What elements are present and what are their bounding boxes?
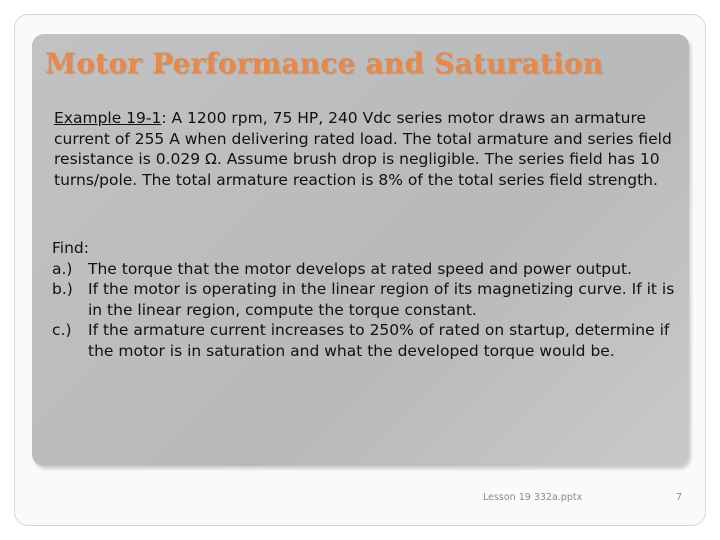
example-label: Example 19-1 [54, 109, 162, 127]
footer-filename: Lesson 19 332a.pptx [483, 492, 583, 503]
find-item-text: If the motor is operating in the linear region of its magnetizing curve. If it is in the linear region, compute the torque constant. [88, 280, 675, 319]
find-item-text: If the armature current increases to 250% of rated on startup, determine if the motor is in saturation and what the developed torque would be. [88, 321, 670, 360]
find-item-letter: b.) [52, 280, 73, 298]
find-item-letter: c.) [52, 321, 72, 339]
slide-title: Motor Performance and Saturation [45, 47, 604, 80]
find-list [52, 259, 680, 362]
example-text: : A 1200 rpm, 75 HP, 240 Vdc series motor draws an armature current of 255 A when delivering rated load. The total armature and series field resistance is 0.029 Ω. Assume brush drop is negligible. The series field has 10 turns/pole. The total armature reaction is 8% of the total series field strength. [54, 109, 672, 189]
find-item-text: The torque that the motor develops at rated speed and power output. [88, 259, 632, 278]
example-paragraph [54, 108, 679, 190]
find-item-a [52, 259, 680, 280]
find-item-c [52, 320, 680, 361]
find-item-b [52, 279, 680, 320]
find-block [52, 238, 680, 361]
find-item-letter: a.) [52, 259, 73, 278]
example-block [54, 108, 679, 190]
slide-number: 7 [676, 492, 683, 503]
find-heading: Find: [52, 239, 89, 257]
